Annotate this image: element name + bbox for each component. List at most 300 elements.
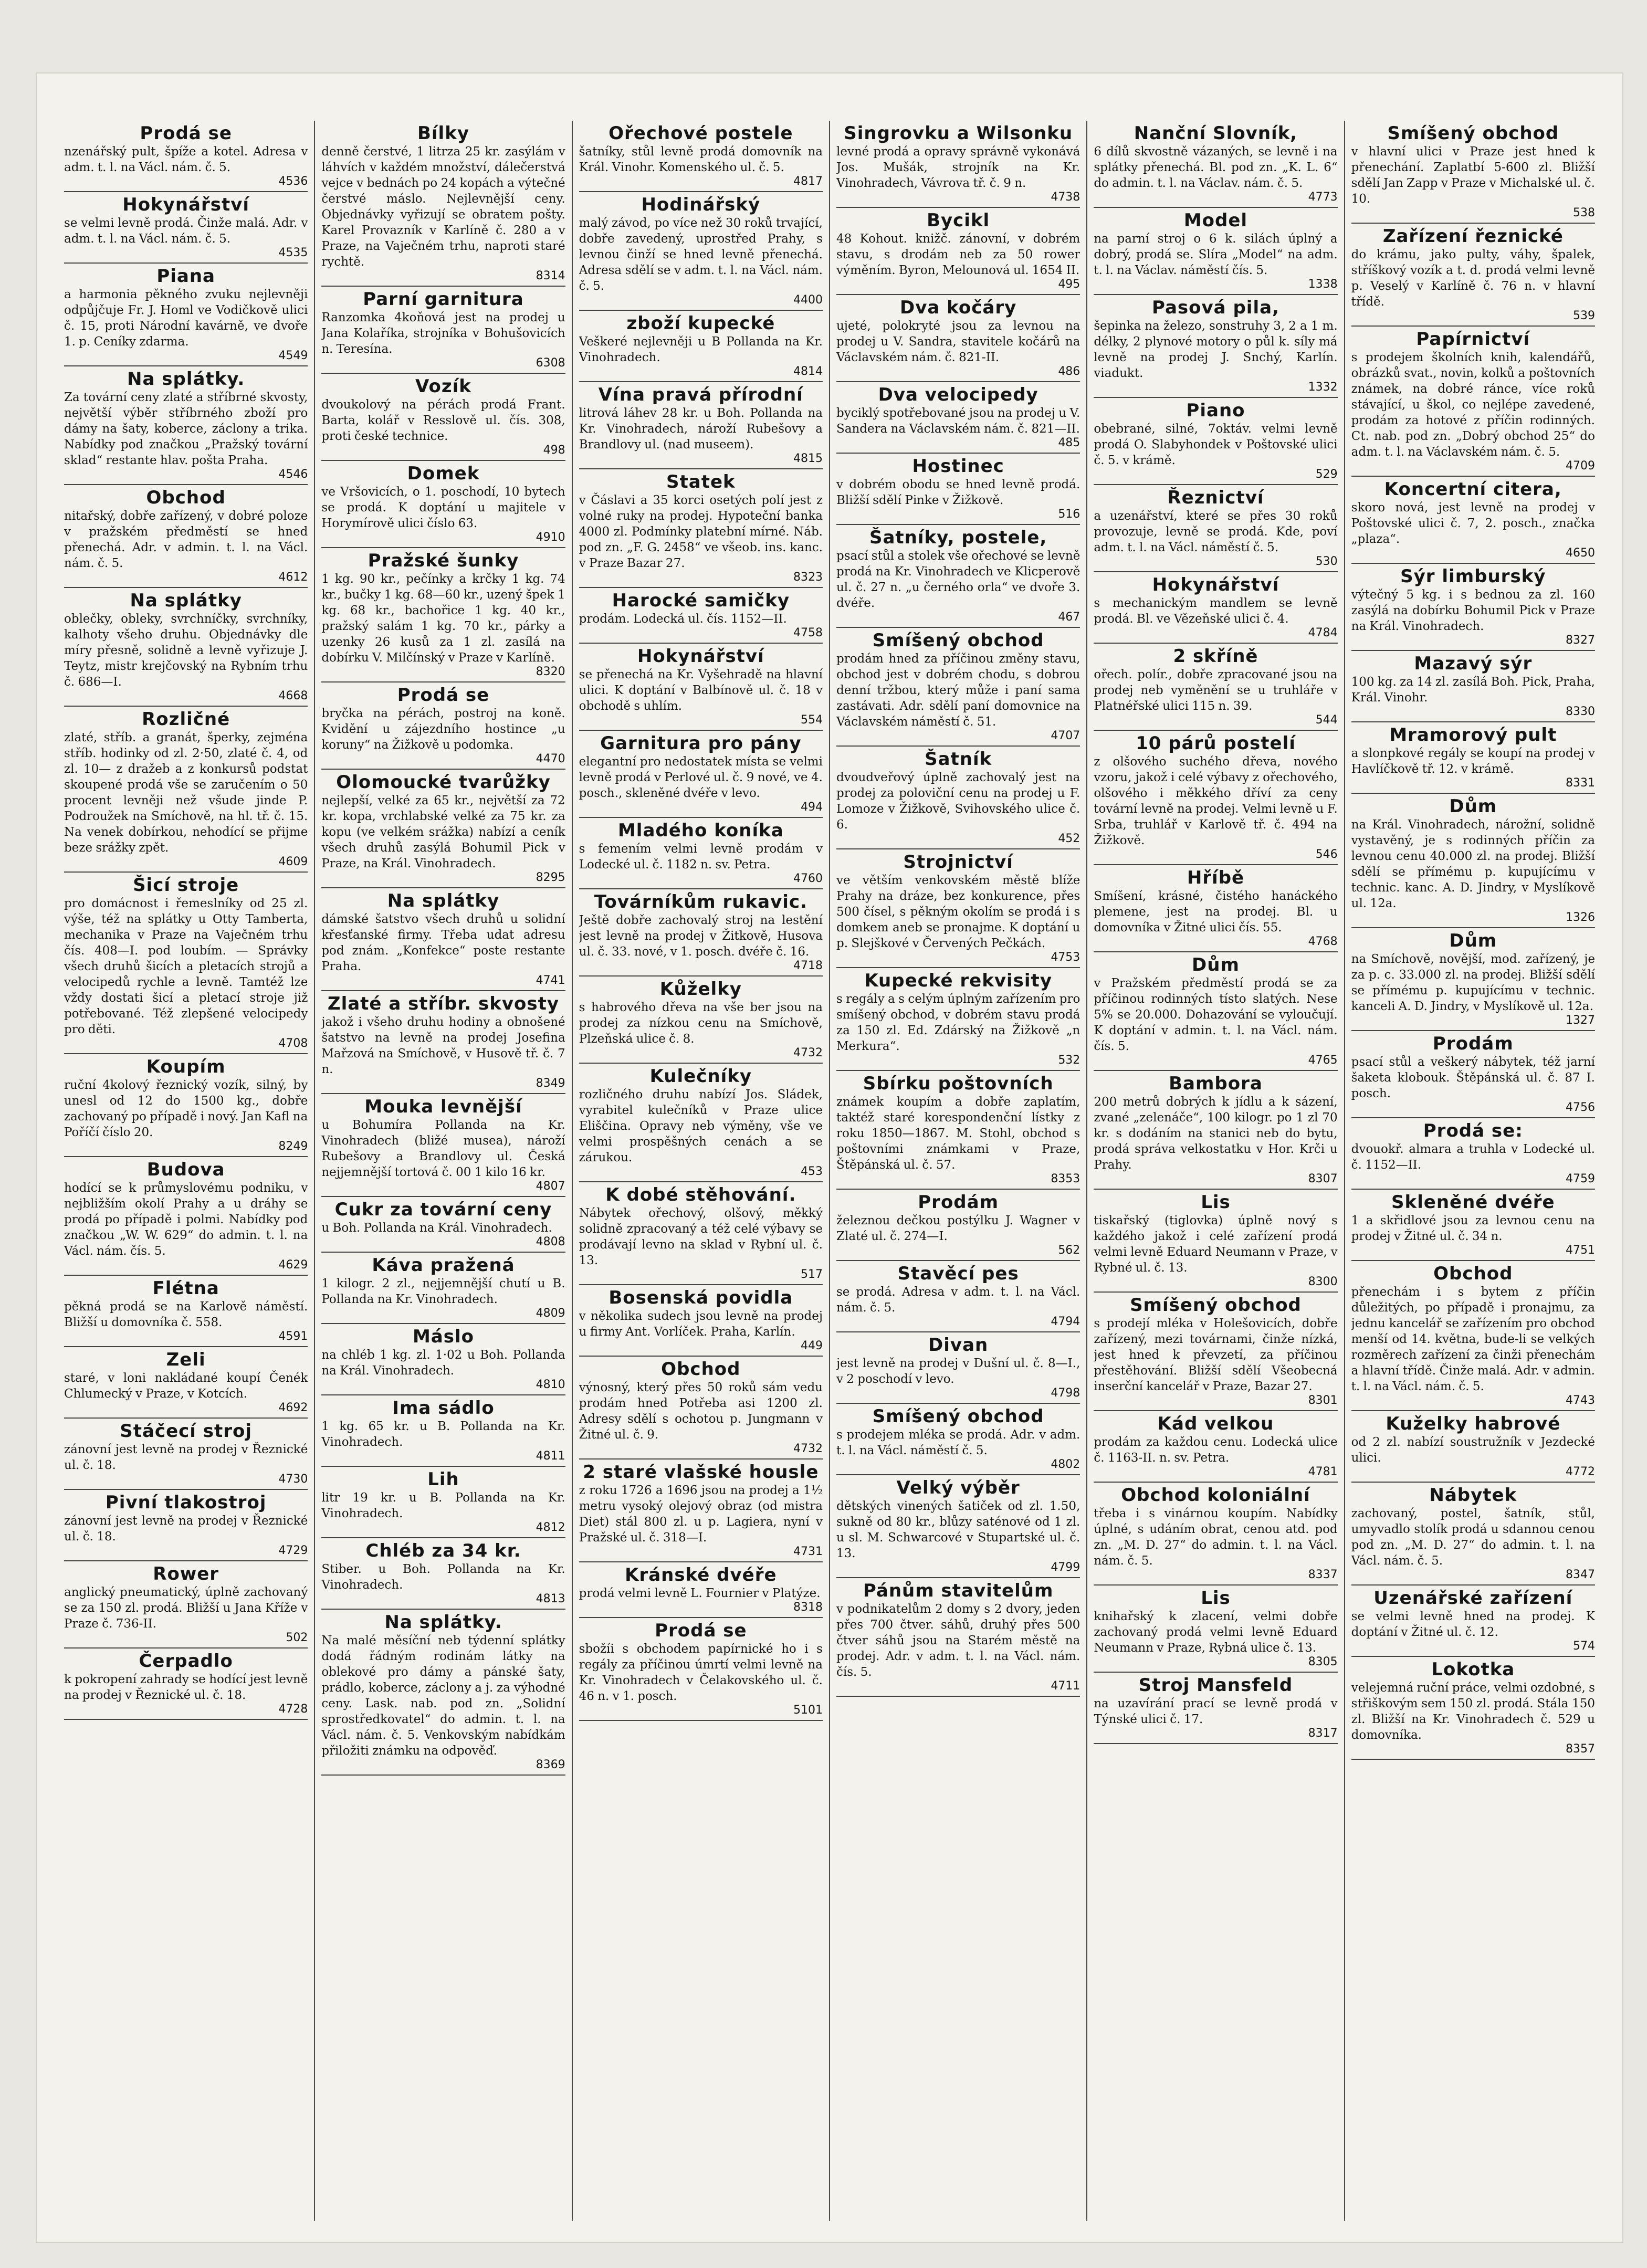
classified-ad xyxy=(836,1475,1080,1578)
ad-body: výnosný, který přes 50 roků sám vedu prodám hned Potřeba asi 1200 zl. Adresy sdělí s ochotou p. Jungmann v Žitné ul. č. 9. xyxy=(579,1381,823,1442)
ad-number: 517 xyxy=(800,1268,823,1281)
ad-body: nitařský, dobře zařízený, v dobré poloze v pražském předměstí se hned přenechá. Adr. v admin. t. l. na Václ. nám. č. 5. xyxy=(64,509,308,570)
ad-title: Velký výběr xyxy=(896,1477,1020,1498)
classified-ad xyxy=(836,628,1080,747)
classified-ad xyxy=(1351,1586,1595,1657)
ad-title: Na splátky xyxy=(387,890,500,911)
classified-ad xyxy=(1094,1483,1337,1586)
ad-title: Strojnictví xyxy=(903,852,1013,873)
classified-ad xyxy=(579,588,823,644)
ad-body: Smíšení, krásné, čistého hanáckého plemene, jest na prodej. Bl. u domovníka v Žitné ulici čís. 55. xyxy=(1094,889,1338,934)
ad-title: Papírnictví xyxy=(1416,329,1530,350)
ad-number: 4753 xyxy=(1051,951,1080,964)
ad-body: levné prodá a opravy správně vykonává Jos. Mušák, strojník na Kr. Vinohradech, Vávrova tř. č. 9 n. xyxy=(836,145,1080,190)
ad-number: 546 xyxy=(1315,848,1338,861)
ad-title: Zeli xyxy=(166,1349,206,1370)
ad-number: 4781 xyxy=(1308,1465,1338,1478)
classified-ad xyxy=(579,469,823,588)
classified-ad xyxy=(1351,327,1595,477)
ad-number: 8353 xyxy=(1051,1172,1080,1185)
classified-ad xyxy=(836,1332,1080,1404)
classified-ad xyxy=(1094,121,1337,208)
ad-title: Prodám xyxy=(1432,1033,1514,1054)
ad-number: 453 xyxy=(800,1165,823,1178)
ad-body: v Čáslavi a 35 korci osetých polí jest z volné ruky na prodej. Hypoteční banka 4000 zl. Podmínky platební mírné. Náb. pod zn. „F. G. 2458“ ve všeob. ins. kanc. v Praze Bazar 27. xyxy=(579,494,823,570)
classified-ad xyxy=(1351,651,1595,722)
ad-body: denně čerstvé, 1 litrza 25 kr. zasýlám v láhvích v každém množství, dálečerstvá vejce v bednách po 24 kopách a výtečné čerstvé máslo. Nejlevnější ceny. Objednávky vyřizují se obratem pošty. Karel Provazník v Karlíně č. 280 a v Praze, na Vaječném trhu, naproti staré rychtě. xyxy=(321,145,565,269)
ad-title: Parní garnitura xyxy=(363,289,524,310)
classified-ad xyxy=(1351,1411,1595,1483)
ad-title: Rozličné xyxy=(142,709,230,730)
classified-ad xyxy=(836,525,1080,628)
ad-number: 529 xyxy=(1315,468,1338,481)
ad-body: nzenářský pult, špíže a kotel. Adresa v adm. t. l. na Václ. nám. č. 5. xyxy=(64,145,308,174)
ad-title: Hokynářství xyxy=(122,194,250,215)
classified-ad xyxy=(1351,928,1595,1031)
ad-title: Na splátky xyxy=(130,590,242,611)
ad-body: a uzenářství, které se přes 30 roků provozuje, levně se prodá. Kde, poví adm. t. l. na Václ. náměstí č. 5. xyxy=(1094,509,1338,554)
ad-number: 4718 xyxy=(793,959,823,972)
ad-column-2 xyxy=(315,121,572,2221)
ad-body: dvouokř. almara a truhla v Lodecké ul. č. 1152—II. xyxy=(1351,1142,1595,1172)
ad-body: nejlepší, velké za 65 kr., největší za 72 kr. kopa, vrchlabské velké za 75 kr. za kopu (ve velkém srážka) nabízí a ceník všech druhů zasýlá Bohumil Pick v Praze, na Král. Vinohradech. xyxy=(321,794,565,870)
ad-title: Smíšený obchod xyxy=(1387,123,1559,144)
ad-number: 8314 xyxy=(536,269,565,282)
classified-ad xyxy=(579,382,823,469)
ad-title: 2 staré vlašské housle xyxy=(583,1462,819,1483)
classified-ad xyxy=(64,1054,308,1157)
ad-number: 8331 xyxy=(1565,776,1595,790)
ad-body: jest levně na prodej v Dušní ul. č. 8—I., v 2 poschodí v levo. xyxy=(836,1357,1080,1386)
classified-ad xyxy=(1094,952,1337,1071)
classified-ad xyxy=(1351,564,1595,651)
ad-number: 8318 xyxy=(793,1601,823,1614)
ad-body: se přenechá na Kr. Vyšehradě na hlavní ulici. K doptání v Balbínově ul. č. 18 v obchodě s uhlím. xyxy=(579,668,823,713)
classified-ad xyxy=(64,192,308,264)
ad-number: 4810 xyxy=(536,1378,565,1391)
ad-title: Pánům stavitelům xyxy=(863,1580,1054,1601)
ad-body: 100 kg. za 14 zl. zasílá Boh. Pick, Praha, Král. Vinohr. xyxy=(1351,675,1595,705)
classified-ad xyxy=(836,968,1080,1071)
ad-body: byciklý spotřebované jsou na prodej u V. Sandera na Václavském nám. č. 821—II. xyxy=(836,406,1080,436)
classified-ad xyxy=(321,287,565,374)
ad-number: 8337 xyxy=(1308,1568,1338,1581)
classified-ad xyxy=(579,644,823,731)
ad-number: 4609 xyxy=(278,855,308,868)
ad-body: 48 Kohout. knižč. zánovní, v dobrém stavu, s drodám neb za 50 rower výměním. Byron, Melounová ul. 1654 II. xyxy=(836,232,1080,277)
classified-ad xyxy=(64,1490,308,1561)
ad-number: 4758 xyxy=(793,626,823,639)
ad-body: v několika sudech jsou levně na prodej u firmy Ant. Vorlíček. Praha, Karlín. xyxy=(579,1309,823,1339)
ad-number: 4731 xyxy=(793,1545,823,1558)
ad-title: Dva kočáry xyxy=(900,297,1017,318)
ad-title: Smíšený obchod xyxy=(872,630,1044,651)
ad-title: Stáčecí stroj xyxy=(120,1421,253,1442)
classified-ad xyxy=(321,682,565,770)
ad-number: 449 xyxy=(800,1339,823,1352)
ad-title: Ima sádlo xyxy=(392,1398,495,1419)
ad-title: Šicí stroje xyxy=(133,875,239,896)
ad-body: s femením velmi levně prodám v Lodecké ul. č. 1182 n. sv. Petra. xyxy=(579,842,823,872)
ad-body: zánovní jest levně na prodej v Řeznické ul. č. 18. xyxy=(64,1443,308,1472)
ad-body: malý závod, po více než 30 roků trvající, dobře zavedený, uprostřed Prahy, s levnou činží se hned levně přenechá. Adresa sdělí se v adm. t. l. na Václ. nám. č. 5. xyxy=(579,216,823,293)
classified-ad xyxy=(1094,295,1337,398)
ad-body: psací stůl a stolek vše ořechové se levně prodá na Kr. Vinohradech ve Klicperově ul. č. 27 n. „u černého orla“ ve dvoře 3. dvéře. xyxy=(836,549,1080,610)
ad-number: 8369 xyxy=(536,1758,565,1771)
ad-column-5 xyxy=(1087,121,1345,2221)
classified-ad xyxy=(836,208,1080,295)
ad-title: Nábytek xyxy=(1429,1485,1517,1506)
classified-ad xyxy=(64,121,308,192)
ad-title: Nanční Slovník, xyxy=(1134,123,1298,144)
ad-title: Prodám xyxy=(918,1192,999,1213)
ad-number: 498 xyxy=(543,444,565,457)
ad-body: 1 kg. 90 kr., pečínky a krčky 1 kg. 74 kr., bučky 1 kg. 68—60 kr., uzený špek 1 kg. 68 kr., bachořice 1 kg. 40 kr., pražský salám 1 kg. 70 kr., párky a uzenky 26 kusů za 1 zl. zasílá na dobírku V. Milčínský v Praze v Karlíně. xyxy=(321,572,565,665)
ad-number: 4756 xyxy=(1565,1101,1595,1114)
ad-number: 8300 xyxy=(1308,1275,1338,1288)
ad-title: Máslo xyxy=(412,1326,474,1347)
ad-body: Ranzomka 4koňová jest na prodej u Jana Kolaříka, strojníka v Bohušovicích n. Teresína. xyxy=(321,311,565,356)
ad-number: 1338 xyxy=(1308,278,1338,291)
ad-body: sbožíi s obchodem papírnické ho i s regály za příčinou úmrtí velmi levně na Kr. Vinohradech v Čelakovského ul. č. 46 n. v 1. posch. xyxy=(579,1642,823,1703)
ad-title: Dům xyxy=(1449,930,1497,951)
ad-title: Prodá se xyxy=(140,123,232,144)
ad-body: rozličného druhu nabízí Jos. Sládek, vyrabitel kulečníků v Praze ulice Eliščina. Opravy neb výměny, vše ve velmi prospěšných cenách a se zárukou. xyxy=(579,1088,823,1164)
classified-ad xyxy=(321,991,565,1094)
ad-number: 485 xyxy=(1058,436,1080,449)
classified-ad xyxy=(321,888,565,991)
ad-body: třeba i s vinárnou koupím. Nabídky úplné, s udáním obrat, cenou atd. pod zn. „M. D. 27“ do admin. t. l. na Václ. nám. č. 5. xyxy=(1094,1507,1338,1568)
ad-title: Čerpadlo xyxy=(139,1651,233,1672)
ad-body: oblečky, obleky, svrchníčky, svrchníky, kalhoty všeho druhu. Objednávky dle míry přesně, solidně a levně vyřizuje J. Teytz, mistr krejčovský na Rybním trhu č. 686—I. xyxy=(64,612,308,689)
ad-body: Ještě dobře zachovalý stroj na lestění jest levně na prodej v Žitkově, Husova ul. č. 33. nové, v 1. posch. dvéře č. 16. xyxy=(579,914,823,959)
classified-ad xyxy=(64,873,308,1054)
ad-title: Dva velocipedy xyxy=(878,384,1038,405)
classified-ad xyxy=(321,121,565,287)
ad-title: Cukr za tovární ceny xyxy=(334,1199,552,1220)
newspaper-page xyxy=(37,74,1622,2242)
ad-body: s prodejí mléka v Holešovicích, dobře zařízený, mezi továrnami, činže nízká, jest hned k převzetí, za příčinou přestěhování. Bližší sdělí Všeobecná inserční kancelář v Praze, Bazar 27. xyxy=(1094,1317,1338,1393)
ad-number: 1327 xyxy=(1565,1014,1595,1027)
ad-body: skoro nová, jest levně na prodej v Poštovské ulici č. 7, 2. posch., značka „plaza“. xyxy=(1351,501,1595,546)
ad-number: 8330 xyxy=(1565,705,1595,718)
ad-number: 8357 xyxy=(1565,1742,1595,1756)
classified-ad xyxy=(1351,1483,1595,1586)
ad-number: 4794 xyxy=(1051,1315,1080,1328)
ad-number: 530 xyxy=(1315,555,1338,568)
classified-ad xyxy=(64,366,308,485)
classified-ad xyxy=(579,1357,823,1460)
ad-body: a slonpkové regály se koupí na prodej v Havlíčkově tř. 12. v krámě. xyxy=(1351,747,1595,776)
classified-ad xyxy=(1351,1031,1595,1118)
ad-number: 1332 xyxy=(1308,381,1338,394)
classified-ad xyxy=(836,1190,1080,1261)
ad-title: Lis xyxy=(1201,1588,1231,1609)
ad-title: K dobé stěhování. xyxy=(605,1184,796,1205)
ad-number: 4802 xyxy=(1051,1458,1080,1471)
ad-body: 200 metrů dobrých k jídlu a k sázení, zvané „zelenáče“, 100 kilogr. po 1 zl 70 kr. s dodáním na stanici neb do bytu, prodá správa velkostatku v Hor. Krči u Prahy. xyxy=(1094,1095,1338,1172)
ad-title: Prodá se xyxy=(655,1620,747,1641)
ad-body: bryčka na pérách, postroj na koně. Kvidění u zájezdního hostince „u koruny“ na Žižkově u podomka. xyxy=(321,707,565,752)
classified-ad xyxy=(579,1182,823,1285)
ad-title: Dům xyxy=(1192,954,1240,975)
ad-body: se velmi levně hned na prodej. K doptání v Žitné ul. č. 12. xyxy=(1351,1610,1595,1639)
ad-body: Veškeré nejlevněji u B Pollanda na Kr. Vinohradech. xyxy=(579,335,823,364)
ad-title: Továrníkům rukavic. xyxy=(594,891,807,912)
ad-body: hodící se k průmyslovému podniku, v nejbližším okolí Prahy a u dráhy se prodá po případě i polmi. Nabídky pod značkou „W. W. 629“ do admin. t. l. na Václ. nám. čís. 5. xyxy=(64,1181,308,1258)
ad-title: Mouka levnější xyxy=(364,1096,522,1117)
classified-ad xyxy=(836,454,1080,525)
ad-title: Kránské dvéře xyxy=(625,1564,777,1586)
ad-number: 554 xyxy=(800,713,823,727)
ad-title: Model xyxy=(1183,210,1248,231)
classified-ad xyxy=(1094,485,1337,572)
classified-ad xyxy=(1351,1118,1595,1190)
ad-body: na chléb 1 kg. zl. 1·02 u Boh. Pollanda na Král. Vinohradech. xyxy=(321,1348,565,1378)
classified-ad xyxy=(836,121,1080,208)
classified-ad xyxy=(836,382,1080,454)
ad-number: 574 xyxy=(1572,1640,1595,1653)
classified-ad xyxy=(1351,1261,1595,1411)
ad-title: Pasová pila, xyxy=(1151,297,1279,318)
ad-body: s prodejem školních knih, kalendářů, obrázků svat., novin, kolků a poštovních známek, na dobré ránce, více roků stávající, u škol, co nejlépe zavedené, prodám za hotové z příčin rodinných. Ct. nab. pod zn. „Dobrý obchod 25“ do adm. t. l. na Václavském nám. č. 5. xyxy=(1351,351,1595,459)
classified-ad xyxy=(64,1157,308,1276)
ad-body: 1 kilogr. 2 zl., nejjemnější chutí u B. Pollanda na Kr. Vinohradech. xyxy=(321,1277,565,1306)
ad-number: 4732 xyxy=(793,1442,823,1455)
ad-title: Sbírku poštovních xyxy=(863,1073,1054,1094)
ad-column-1 xyxy=(58,121,315,2221)
classified-ad xyxy=(579,121,823,192)
classified-ad xyxy=(1094,731,1337,865)
ad-title: Mramorový pult xyxy=(1389,724,1557,746)
classified-ad xyxy=(579,1064,823,1182)
ad-body: ořech. polír., dobře zpracované jsou na prodej neb vyměnění se u truhláře v Platnéřské ulici 115 n. 39. xyxy=(1094,668,1338,713)
ad-number: 4546 xyxy=(278,468,308,481)
ad-number: 8295 xyxy=(536,871,565,884)
ad-number: 8249 xyxy=(278,1140,308,1153)
ad-body: anglický pneumatický, úplně zachovaný se za 150 zl. prodá. Bližší u Jana Kříže v Praze č. 736-II. xyxy=(64,1586,308,1631)
ad-title: Vozík xyxy=(415,376,471,397)
ad-body: 1 kg. 65 kr. u B. Pollanda na Kr. Vinohradech. xyxy=(321,1420,565,1449)
ad-body: se prodá. Adresa v adm. t. l. na Václ. nám. č. 5. xyxy=(836,1285,1080,1315)
ad-number: 4728 xyxy=(278,1703,308,1716)
classified-ad xyxy=(1094,1293,1337,1411)
ad-title: Sýr limburský xyxy=(1400,566,1546,587)
ad-title: Pivní tlakostroj xyxy=(105,1492,267,1513)
classified-ad xyxy=(64,264,308,366)
ad-number: 4910 xyxy=(536,531,565,544)
ad-number: 539 xyxy=(1572,309,1595,322)
classified-ad xyxy=(321,1094,565,1197)
ad-body: zlaté, stříb. a granát, šperky, zejména stříb. hodinky od zl. 2·50, zlaté č. 4, od zl. 10— z dražeb a z konkursů podstat skoupené prodá vše se zaručením o 50 procent levněji než všude jinde P. Podroužek na Smíchově, na hl. tř. č. 15. Na venek dobírkou, nehodící se přijme beze srážky zpět. xyxy=(64,731,308,855)
ad-number: 452 xyxy=(1058,832,1080,845)
classified-ad xyxy=(579,1285,823,1357)
ad-title: Dům xyxy=(1449,796,1497,817)
ad-body: jakož i všeho druhu hodiny a obnošené šatstvo na levně na prodej Josefina Mařzová na Smíchově, v Husově tř. č. 7 n. xyxy=(321,1015,565,1076)
ad-number: 467 xyxy=(1058,611,1080,624)
ad-number: 5101 xyxy=(793,1704,823,1717)
ad-number: 4692 xyxy=(278,1401,308,1414)
ad-title: Rower xyxy=(153,1563,219,1584)
ad-title: Hokynářství xyxy=(1152,574,1279,595)
ad-body: knihařský k zlacení, velmi dobře zachovaný prodá velmi levně Eduard Neumann v Praze, Rybná ulice č. 13. xyxy=(1094,1610,1338,1655)
ad-title: Flétna xyxy=(152,1278,219,1299)
ad-title: 2 skříně xyxy=(1173,646,1258,667)
ad-body: dvoukolový na pérách prodá Frant. Barta, kolář v Resslově ul. čís. 308, proti české technice. xyxy=(321,398,565,443)
ad-title: Na splátky. xyxy=(384,1612,502,1633)
classified-ad xyxy=(836,1261,1080,1332)
ad-title: Bambora xyxy=(1169,1073,1263,1094)
ad-number: 562 xyxy=(1058,1244,1080,1257)
classified-ad xyxy=(321,548,565,682)
classified-ad xyxy=(321,461,565,548)
ad-body: s habrového dřeva na vše ber jsou na prodej za nízkou cenu na Smíchově, Plzeňská ulice č. 8. xyxy=(579,1001,823,1046)
ad-number: 4817 xyxy=(793,175,823,188)
classified-ad xyxy=(1351,121,1595,224)
ad-body: na parní stroj o 6 k. silách úplný a dobrý, prodá se. Slíra „Model“ na adm. t. l. na Václav. náměstí čís. 5. xyxy=(1094,232,1338,277)
ad-title: Prodá se xyxy=(397,685,490,706)
classified-ad xyxy=(579,192,823,311)
ad-body: a harmonia pěkného zvuku nejlevněji odpůjčuje Fr. J. Homl ve Vodičkově ulici č. 15, proti Národní kavárně, ve dvoře 1. p. Ceníky zdarma. xyxy=(64,288,308,349)
ad-number: 4772 xyxy=(1565,1465,1595,1478)
ad-body: ujeté, polokryté jsou za levnou na prodej u V. Sandra, stavitele kočárů na Václavském nám. č. 821-II. xyxy=(836,319,1080,364)
ad-body: zánovní jest levně na prodej v Řeznické ul. č. 18. xyxy=(64,1514,308,1544)
classified-ad xyxy=(836,747,1080,849)
ad-number: 4812 xyxy=(536,1521,565,1534)
ad-number: 4650 xyxy=(1565,547,1595,560)
ad-title: Šatník xyxy=(925,749,992,770)
classified-ad xyxy=(64,1419,308,1490)
ad-title: Kupecké rekvisity xyxy=(864,970,1052,991)
ad-number: 4612 xyxy=(278,571,308,584)
ad-title: Divan xyxy=(928,1335,989,1356)
ad-number: 4730 xyxy=(278,1473,308,1486)
ad-title: Budova xyxy=(146,1159,225,1180)
ad-body: u Boh. Pollanda na Král. Vinohradech. xyxy=(321,1221,552,1235)
ad-title: Obchod xyxy=(1433,1263,1513,1284)
ad-number: 4759 xyxy=(1565,1172,1595,1185)
classified-ad xyxy=(1094,398,1337,485)
ad-number: 4809 xyxy=(536,1307,565,1320)
classified-ad xyxy=(1351,722,1595,794)
classified-ad xyxy=(579,1460,823,1562)
ad-title: Piana xyxy=(156,266,215,287)
classified-ad xyxy=(1094,865,1337,952)
ad-column-6 xyxy=(1345,121,1601,2221)
ad-number: 4784 xyxy=(1308,626,1338,639)
ad-number: 4536 xyxy=(278,175,308,188)
ad-body: s mechanickým mandlem se levně prodá. Bl. ve Vězeňské ulici č. 4. xyxy=(1094,596,1338,626)
ad-column-4 xyxy=(830,121,1087,2221)
ad-title: Káva pražená xyxy=(372,1255,515,1276)
ad-number: 4629 xyxy=(278,1258,308,1272)
ad-title: Na splátky. xyxy=(127,369,245,390)
classified-ad xyxy=(64,485,308,588)
classified-ad xyxy=(836,1578,1080,1697)
ad-title: Lokotka xyxy=(1431,1659,1515,1680)
ad-number: 4729 xyxy=(278,1544,308,1557)
ad-body: s regály a s celým úplným zařízením pro smíšený obchod, v dobrém stavu prodá za 150 zl. Ed. Zdárský na Žižkově „n Merkura“. xyxy=(836,992,1080,1053)
ad-title: Hříbě xyxy=(1187,867,1245,888)
ad-body: prodám za každou cenu. Lodecká ulice č. 1163-II. n. sv. Petra. xyxy=(1094,1435,1338,1465)
classified-ad xyxy=(321,1197,565,1253)
ad-title: Vína pravá přírodní xyxy=(598,384,803,405)
ad-number: 4709 xyxy=(1565,459,1595,472)
ad-body: v hlavní ulici v Praze jest hned k přenechání. Zaplatbí 5-600 zl. Bližší sdělí Jan Zapp v Praze v Michalské ul. č. 10. xyxy=(1351,145,1595,206)
ad-title: Hokynářství xyxy=(637,646,764,667)
classified-ad xyxy=(1094,1673,1337,1744)
ad-title: Statek xyxy=(666,471,736,492)
ad-body: Nábytek ořechový, olšový, měkký solidně zpracovaný a též celé výbavy se prodávají levno na sklad v Rybní ul. č. 13. xyxy=(579,1206,823,1267)
ad-title: Ořechové postele xyxy=(609,123,793,144)
ad-body: velejemná ruční práce, velmi ozdobné, s střiškovým sem 150 zl. prodá. Stála 150 zl. Bližší na Kr. Vinohradech č. 529 u domovníka. xyxy=(1351,1681,1595,1742)
ad-title: Zařízení řeznické xyxy=(1382,226,1564,247)
ad-number: 516 xyxy=(1058,508,1080,521)
ad-body: ve Vršovicích, o 1. poschodí, 10 bytech se prodá. K doptání u majitele v Horymírově ulici číslo 63. xyxy=(321,485,565,530)
ad-title: Hostinec xyxy=(912,456,1004,477)
ad-number: 8317 xyxy=(1308,1727,1338,1740)
classified-ad xyxy=(321,1467,565,1538)
ad-title: Bycikl xyxy=(927,210,990,231)
ad-body: šatníky, stůl levně prodá domovník na Král. Vinohr. Komenského ul. č. 5. xyxy=(579,145,823,174)
ad-body: od 2 zl. nabízí soustružník v Jezdecké ulici. xyxy=(1351,1435,1595,1465)
ad-title: Garnitura pro pány xyxy=(600,733,802,754)
ad-number: 4807 xyxy=(536,1180,565,1193)
ad-number: 4814 xyxy=(793,365,823,378)
ad-number: 4765 xyxy=(1308,1054,1338,1067)
ad-number: 6308 xyxy=(536,356,565,370)
ad-title: Bílky xyxy=(417,123,469,144)
ad-body: Za tovární ceny zlaté a stříbrné skvosty, největší výběr stříbrného zboží pro dámy na šaty, koberce, záclony a trika. Nabídky pod značkou „Pražský tovární sklad“ restante hlav. pošta Praha. xyxy=(64,391,308,467)
ad-title: Koncertní citera, xyxy=(1384,479,1562,500)
classified-ad xyxy=(1094,1071,1337,1190)
ad-title: Kuželky habrové xyxy=(1386,1413,1561,1434)
ad-title: Šatníky, postele, xyxy=(869,527,1047,548)
ad-number: 4813 xyxy=(536,1592,565,1605)
ad-body: šepinka na železo, sonstruhy 3, 2 a 1 m. délky, 2 plynové motory o půl k. síly má levně na prodej J. Snchý, Karlín. viadukt. xyxy=(1094,319,1338,380)
ad-number: 4549 xyxy=(278,349,308,362)
ad-body: dámské šatstvo všech druhů u solidní křesťanské firmy. Třeba udat adresu pod znám. „Konfekce“ poste restante Praha. xyxy=(321,912,565,973)
ad-number: 4708 xyxy=(278,1037,308,1050)
classified-ad xyxy=(579,1562,823,1618)
ad-column-3 xyxy=(573,121,830,2221)
ad-body: obebrané, silné, 7oktáv. velmi levně prodá O. Slabyhondek v Poštovské ulici č. 5. v krámě. xyxy=(1094,422,1338,467)
ad-title: Piano xyxy=(1186,400,1245,421)
classified-ad xyxy=(1094,208,1337,295)
classified-ad xyxy=(579,976,823,1064)
ad-body: se velmi levně prodá. Činže malá. Adr. v adm. t. l. na Václ. nám. č. 5. xyxy=(64,216,308,246)
classified-ad xyxy=(579,1618,823,1721)
classified-ad xyxy=(1351,477,1595,564)
ad-body: pěkná prodá se na Karlově náměstí. Bližší u domovníka č. 558. xyxy=(64,1300,308,1329)
ad-number: 544 xyxy=(1315,713,1338,727)
ad-body: pro domácnost i řemeslníky od 25 zl. výše, též na splátky u Otty Tamberta, mechanika v Praze na Vaječném trhu čís. 408—I. pod loubím. — Správky všech druhů šicích a pletacích strojů a velocipedů rychle a levně. Tamtéž lze vždy dostati šicí a pletací stroje již potřebované. Též zlepšené velocipedy pro děti. xyxy=(64,897,308,1036)
ad-title: Kulečníky xyxy=(649,1066,752,1087)
classified-ad xyxy=(64,1561,308,1648)
ad-body: prodám. Lodecká ul. čís. 1152—II. xyxy=(579,612,787,626)
ad-body: na uzavírání prací se levně prodá v Týnské ulici č. 17. xyxy=(1094,1697,1338,1726)
ad-title: Stavěcí pes xyxy=(897,1263,1019,1284)
ad-body: zachovaný, postel, šatník, stůl, umyvadlo stolík prodá u sdannou cenou pod zn. „M. D. 27“ do admin. t. l. na Václ. nám. č. 5. xyxy=(1351,1507,1595,1568)
ad-title: Chléb za 34 kr. xyxy=(365,1540,521,1561)
ad-body: výtečný 5 kg. i s bednou za zl. 160 zasýlá na dobírku Bohumil Pick v Praze na Král. Vinohradech. xyxy=(1351,588,1595,633)
ad-body: dětských vinených šatiček od zl. 1.50, sukně od 80 kr., blůzy saténové od 1 zl. u sl. M. Schwarcové v Stupartské ul. č. 13. xyxy=(836,1499,1080,1560)
classified-ad xyxy=(321,1610,565,1776)
ad-body: psací stůl a veškerý nábytek, též jarní šaketa klobouk. Štěpánská ul. č. 87 I. posch. xyxy=(1351,1055,1595,1100)
ad-title: Stroj Mansfeld xyxy=(1138,1675,1293,1696)
ad-number: 4768 xyxy=(1308,935,1338,948)
classified-ad xyxy=(836,1071,1080,1190)
